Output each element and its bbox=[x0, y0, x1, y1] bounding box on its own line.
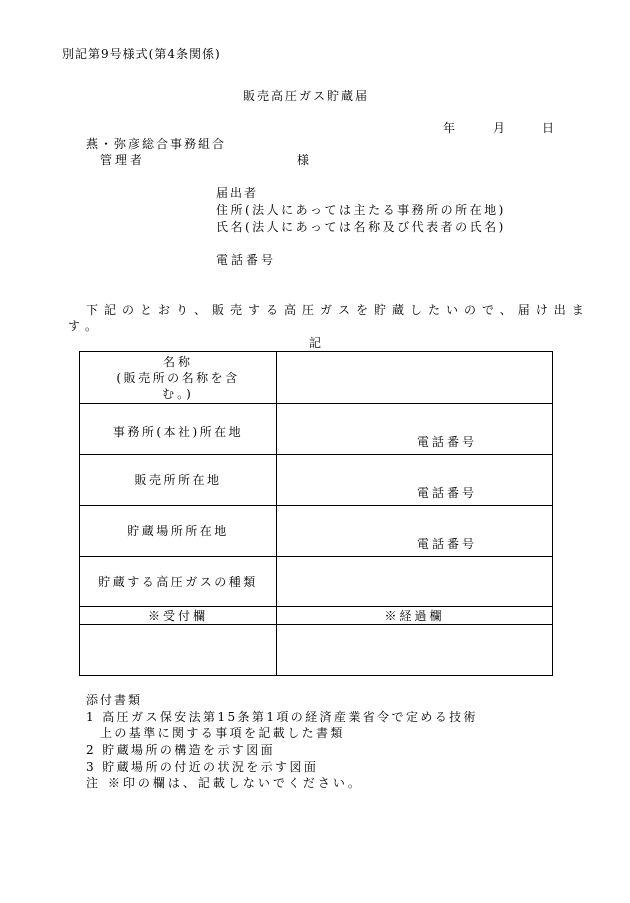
table-row bbox=[80, 506, 553, 557]
attachment-item-3: 3 貯蔵場所の付近の状況を示す図面 bbox=[86, 760, 319, 774]
name-label-line-3: む。) bbox=[162, 386, 194, 401]
table-row bbox=[80, 625, 553, 676]
gas-type-label: 貯蔵する高圧ガスの種類 bbox=[80, 557, 277, 607]
date-month: 月 bbox=[493, 121, 507, 135]
name-value-cell[interactable] bbox=[277, 352, 553, 404]
progress-cell bbox=[277, 625, 553, 676]
progress-header: ※経過欄 bbox=[277, 607, 553, 625]
table-row bbox=[80, 607, 553, 625]
reception-cell bbox=[80, 625, 277, 676]
date-day: 日 bbox=[542, 121, 556, 135]
addressee-honorific: 様 bbox=[297, 153, 311, 167]
attachments-note: 注 ※印の欄は、記載しないでください。 bbox=[86, 776, 363, 790]
attachment-item-1-line-1: 1 高圧ガス保安法第15条第1項の経済産業省令で定める技術 bbox=[86, 710, 478, 724]
attachment-item-1-line-2: 上の基準に関する事項を記載した書類 bbox=[100, 726, 345, 740]
storage-address-label: 貯蔵場所所在地 bbox=[80, 506, 277, 557]
storage-address-cell[interactable] bbox=[277, 506, 553, 557]
applicant-address: 住所(法人にあっては主たる事務所の所在地) bbox=[216, 203, 506, 217]
document-title: 販売高圧ガス貯蔵届 bbox=[243, 89, 370, 103]
addressee-manager: 管理者 bbox=[100, 153, 146, 167]
ki-mark: 記 bbox=[309, 336, 323, 350]
sales-phone-label: 電話番号 bbox=[417, 486, 478, 500]
applicant-name: 氏名(法人にあっては名称及び代表者の氏名) bbox=[216, 220, 506, 234]
table-row bbox=[80, 352, 553, 404]
office-address-cell[interactable] bbox=[277, 404, 553, 455]
attachment-item-2: 2 貯蔵場所の構造を示す図面 bbox=[86, 743, 276, 757]
body-line-1: 下記のとおり、販売する高圧ガスを貯蔵したいので、届け出ま bbox=[86, 303, 590, 317]
sales-address-label: 販売所所在地 bbox=[80, 455, 277, 506]
office-address-label: 事務所(本社)所在地 bbox=[80, 404, 277, 455]
date-year: 年 bbox=[443, 121, 457, 135]
office-phone-label: 電話番号 bbox=[417, 435, 478, 449]
table-row bbox=[80, 557, 553, 607]
name-label-line-1: 名称 bbox=[162, 354, 193, 369]
name-label-cell bbox=[80, 352, 277, 404]
storage-phone-label: 電話番号 bbox=[417, 537, 478, 551]
body-line-2: す。 bbox=[68, 319, 104, 333]
sales-address-cell[interactable] bbox=[277, 455, 553, 506]
name-label-line-2: (販売所の名称を含 bbox=[116, 370, 240, 385]
attachments-heading: 添付書類 bbox=[86, 693, 143, 707]
gas-type-cell[interactable] bbox=[277, 557, 553, 607]
form-number: 別記第9号様式(第4条関係) bbox=[62, 47, 221, 61]
applicant-phone: 電話番号 bbox=[216, 253, 277, 267]
application-table bbox=[79, 351, 553, 676]
table-row bbox=[80, 404, 553, 455]
reception-header: ※受付欄 bbox=[80, 607, 277, 625]
table-row bbox=[80, 455, 553, 506]
applicant-heading: 届出者 bbox=[216, 186, 259, 200]
addressee-org: 燕・弥彦総合事務組合 bbox=[86, 137, 227, 151]
